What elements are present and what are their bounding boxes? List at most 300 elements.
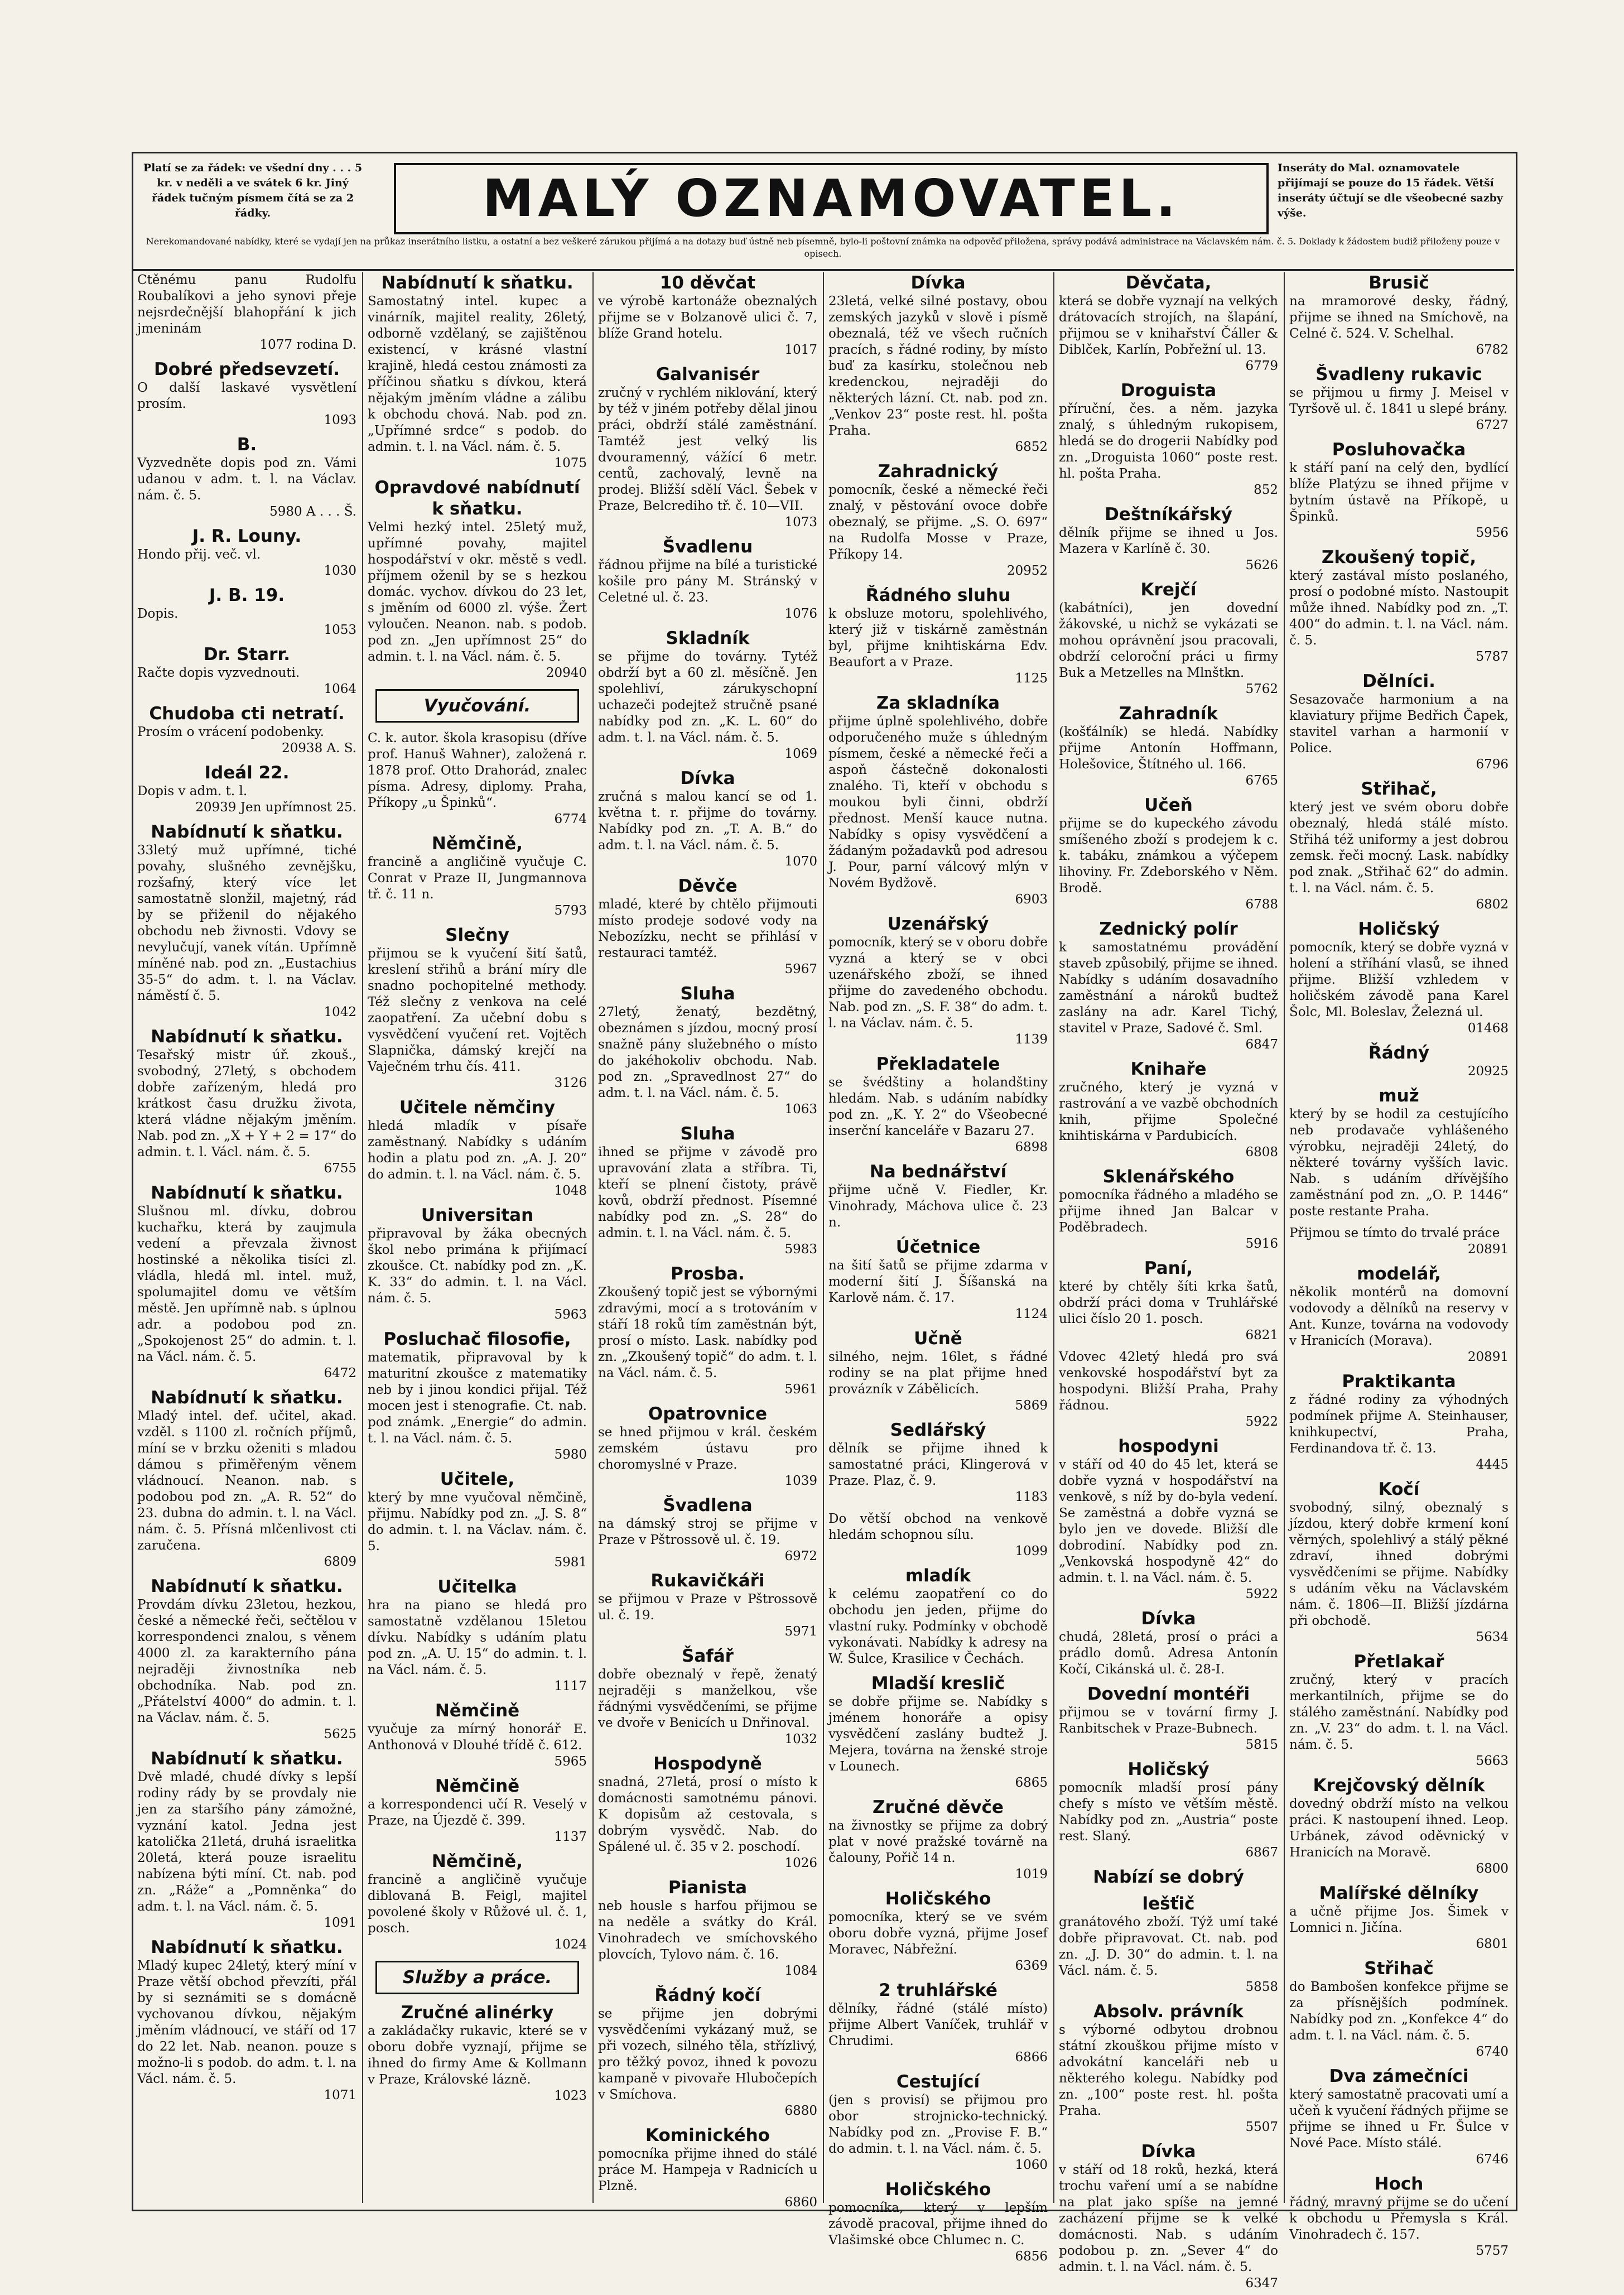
ad-reference-number: 5963 (554, 1307, 587, 1322)
ad-title: Za skladníka (876, 693, 1000, 713)
ad-body: s výborné odbytou drobnou státní zkouškou přijme místo v advokátní kanceláři neb u některého kolegu. Nabídky pod zn. „100“ poste rest. hl. pošta Praha. (1059, 2023, 1278, 2118)
ad-reference-number: 6860 (784, 2195, 817, 2210)
classified-ad (137, 703, 356, 757)
ad-body: (košťálník) se hledá. Nabídky přijme Antonín Hoffmann, Holešovice, Štítného ul. 166. (1059, 725, 1278, 772)
classified-ad (828, 913, 1048, 1048)
column-rule (592, 272, 594, 2203)
ad-body: Dopis v adm. t. l. (137, 784, 248, 798)
section-heading (375, 1961, 579, 1994)
ad-title: Zručné alinérky (401, 2003, 554, 2023)
ad-reference-number: 6369 (1015, 1959, 1048, 1973)
classified-ad (1059, 795, 1278, 913)
classified-ad (1289, 1958, 1509, 2060)
ad-body: francině a angličině vyučuje C. Conrat v Praze II, Jungmannova tř. č. 11 n. (368, 855, 587, 902)
ad-title: Přetlakař (1353, 1652, 1444, 1672)
ad-reference-number: 5980 A . . . Š. (269, 504, 356, 519)
ad-body: z řádné rodiny za výhodných podmínek přijme A. Steinhauser, knihkupectví, Praha, Ferdinandova tř. č. 13. (1289, 1393, 1509, 1456)
ad-reference-number: 6788 (1245, 897, 1278, 912)
classified-ad (1289, 671, 1509, 773)
ad-reference-number: 3126 (554, 1076, 587, 1090)
ad-body: na šití šatů se přijme zdarma v moderní šití J. Šíšanská na Karlově nám. č. 17. (828, 1258, 1048, 1305)
classified-ad (598, 983, 817, 1118)
ad-reference-number: 6347 (1245, 2276, 1278, 2291)
ad-body: přijmou se v tovární firmy J. Ranbitschek v Praze-Bubnech. (1059, 1705, 1278, 1736)
ad-title: Universitan (421, 1205, 534, 1225)
ad-title: Prosba. (671, 1264, 745, 1284)
ad-reference-number: 5916 (1245, 1236, 1278, 1251)
classified-ad (368, 1205, 587, 1323)
ad-body: Račte dopis vyzvednouti. (137, 666, 300, 680)
ad-reference-number: 852 (1254, 483, 1278, 497)
ad-body: která se dobře vyznají na velkých drátovacích strojích, na šlapání, přijmou se v knihařství Čáller & Diblček, Karlín, Pobřežní ul. 13. (1059, 294, 1278, 357)
ad-reference-number: 6808 (1245, 1145, 1278, 1159)
classified-ad (1289, 1651, 1509, 1769)
ad-reference-number: 1093 (324, 413, 356, 427)
ad-body: na dámský stroj se přijme v Praze v Pštrossově ul. č. 19. (598, 1517, 817, 1547)
classified-ad (598, 1495, 817, 1565)
ad-body: dělník přijme se ihned u Jos. Mazera v Karlíně č. 30. (1059, 526, 1278, 556)
ad-body: a učně přijme Jos. Šimek v Lomnici n. Jičína. (1289, 1904, 1509, 1935)
classified-ad (828, 1511, 1048, 1560)
ad-reference-number: 6880 (784, 2104, 817, 2118)
ad-body: (kabátníci), jen dovední žákovské, u nichž se vykázati se mohou oprávnění jsou pracovali, obdrží celoroční práci u firmy Buk a Metzelles na Mlnštkn. (1059, 601, 1278, 680)
ad-body: Hondo přij. več. vl. (137, 547, 261, 562)
ad-title: Kočí (1378, 1479, 1420, 1499)
ad-title: mladík (905, 1566, 971, 1586)
ad-title: Střihač, (1361, 779, 1437, 799)
classified-ad (137, 1182, 356, 1382)
ad-body: připravoval by žáka obecných škol nebo primána k přijímací zkoušce. Ct. nabídky pod zn. „K. K. 33“ do admin. t. l. na Václ. nám. č. 5. (368, 1226, 587, 1306)
ad-reference-number: 1070 (784, 854, 817, 869)
ad-body: C. k. autor. škola krasopisu (dříve prof. Hanuš Wahner), založená r. 1878 prof. Otto Drahorád, znalec písma. Adresy, diplomy. Praha, Příkopy „u Špinků“. (368, 731, 587, 810)
classified-ad (137, 526, 356, 579)
ad-title: Mladší kreslič (871, 1673, 1005, 1693)
ad-reference-number: 6867 (1245, 1845, 1278, 1860)
ad-reference-number: 6727 (1476, 418, 1509, 432)
column-rule (362, 272, 363, 2203)
ad-body: do Bambošen konfekce přijme se za přísnějších podmínek. Nabídky pod zn. „Konfekce 4“ do adm. t. l. na Václ. nám. č. 5. (1289, 1980, 1509, 2043)
ad-title: Nabídnutí k sňatku. (151, 1388, 343, 1408)
ad-reference-number: 5965 (554, 1754, 587, 1769)
ad-title: Holičský (1358, 919, 1440, 939)
ad-title: Zednický polír (1099, 919, 1238, 939)
classified-ad (1289, 1371, 1509, 1473)
ad-reference-number: 6865 (1015, 1776, 1048, 1790)
insertion-notice: Inseráty do Mal. oznamovatele přijímají se pouze do 15 řádek. Větší inseráty účtují se dle všeobecné sazby výše. (1278, 162, 1503, 219)
ad-body: Velmi hezký intel. 25letý muž, upřímné povahy, majitel hospodářství v okr. městě s vedl. příjmem oženil by se s hezkou domác. vychov. dívkou do 23 let, s jměním od 6000 zl. výše. Žert vyloučen. Neanon. nab. s podob. pod zn. „Jen upřímnost 25“ do admin. t. l. na Václ. nám. č. 5. (368, 520, 587, 664)
classified-ad (828, 461, 1048, 579)
ad-title: Zahradnický (878, 461, 999, 482)
ad-title: Nabídnutí k sňatku. (151, 1749, 343, 1769)
ad-title: 2 truhlářské (879, 1980, 997, 2000)
ad-body: řádný, mravný přijme se do učení k obchodu u Přemysla s Král. Vinohradech č. 157. (1289, 2195, 1509, 2242)
ad-reference-number: 1137 (554, 1830, 587, 1844)
ad-title: Sluha (680, 984, 735, 1004)
ad-reference-number: 5922 (1245, 1414, 1278, 1429)
classified-ad (1289, 1775, 1509, 1877)
ad-body: mladé, které by chtělo přijmouti místo prodeje sodové vody na Nebozízku, necht se přihlásí v restauraci tamtéž. (598, 897, 817, 960)
ad-title: Paní, (1144, 1258, 1193, 1278)
classified-ad (598, 1753, 817, 1871)
ad-body: 27letý, ženatý, bezdětný, obeznámen s jízdou, mocný prosí snažně pány služebného o místo do jakéhokoliv obchodu. Nab. pod zn. „Spravedlnost 27“ do adm. t. l. na Václ. nám. č. 5. (598, 1005, 817, 1100)
classified-ad (828, 2179, 1048, 2265)
ad-reference-number: 6852 (1015, 440, 1048, 454)
ad-body: svobodný, silný, obeznalý s jízdou, který dobře krmení koní věrných, spolehlivý a stálý pěkné zdraví, ihned dobrými vysvědčeními se přijme. Nabídky s udáním věku na Václavském nám. č. 1806—II. Bližší jízdárna při obchodě. (1289, 1500, 1509, 1628)
classified-ad (368, 1851, 587, 1953)
classified-ad (598, 272, 817, 358)
ad-reference-number: 6802 (1476, 897, 1509, 912)
ad-body: Slušnou ml. dívku, dobrou kuchařku, která by zaujmula vedení a převzala živnost hostinské a několika tisíci zl. vládla, hledá ml. intel. muž, spolumajitel domu ve větším městě. Jen upřímně nab. s úplnou adr. a podobou pod zn. „Spokojenost 25“ do admin. t. l. na Václ. nám. č. 5. (137, 1204, 356, 1364)
classified-ad (368, 1700, 587, 1770)
ad-title: Účetnice (895, 1237, 981, 1257)
ad-body: se přijme do továrny. Tytéž obdrží byt a 60 zl. měsíčně. Jen spolehliví, zárukyschopní uchazeči podejtež stručně psané nabídky pod zn. „K. L. 60“ do adm. t. l. na Václ. nám. č. 5. (598, 649, 817, 745)
ad-reference-number: 6866 (1015, 2050, 1048, 2065)
classified-ad (137, 585, 356, 638)
ad-body: hra na piano se hledá pro samostatně vzdělanou 15letou dívku. Nabídky s udáním platu pod zn. „A. U. 15“ do admin. t. l. na Václ. nám. č. 5. (368, 1598, 587, 1677)
ad-reference-number: 1048 (554, 1183, 587, 1198)
ad-title: Skladník (666, 628, 750, 648)
ad-title: J. R. Louny. (192, 526, 302, 546)
ad-reference-number: 5757 (1476, 2244, 1509, 2258)
classified-ad (1059, 1436, 1278, 1603)
ad-body: pomocníka řádného a mladého se přijme ihned Jan Balcar v Poděbradech. (1059, 1188, 1278, 1235)
ad-title: Němčině (435, 1701, 520, 1721)
classified-ad (1059, 504, 1278, 574)
ad-body: Dvě mladé, chudé dívky s lepší rodiny rády by se provdaly nie jen za staršího pány zámožné, vyznání katol. Jedna jest katolička 21letá, druhá israelitka 20letá, která pouze israelitu nabízena býti míní. Ct. nab. pod zn. „Ráže“ a „Pomněnka“ do adm. t. l. na Václ. nám. č. 5. (137, 1770, 356, 1914)
classified-ad (1059, 1059, 1278, 1161)
ad-body: dělníky, řádné (stálé místo) přijme Albert Vaníček, truhlář v Chrudimi. (828, 2001, 1048, 2048)
ad-reference-number: 1019 (1015, 1867, 1048, 1882)
ad-title: Cestující (896, 2072, 980, 2092)
ad-title: Dívka (1141, 2142, 1196, 2162)
ad-column-1 (134, 272, 360, 2209)
ad-reference-number: 6782 (1476, 343, 1509, 357)
ad-column-5 (1056, 272, 1281, 2291)
ad-title: Rukavičkáři (650, 1571, 765, 1591)
classified-ad (1289, 2066, 1509, 2168)
classified-ad (1059, 1166, 1278, 1252)
classified-ad (368, 1776, 587, 1845)
administration-note: Nerekomandované nabídky, které se vydají jen na průkaz inserátního listku, a ostatní a bez veškeré zárukou přijímá a na dotazy buď ústně neb písemně, bylo-li poštovní známka na odpověď přiložena, správy podává administrace na Václavském nám. č. 5. Doklady k žádostem budiž přiloženy pouze v opisech. (146, 236, 1500, 259)
classified-ad (368, 925, 587, 1091)
pricing-notice: Platí se za řádek: ve všední dny . . . 5 kr. v neděli a ve svátek 6 kr. Jiný řádek tučným písmem čítá se za 2 řádky. (143, 162, 363, 219)
classified-ad (1289, 1042, 1509, 1080)
ad-body: se hned přijmou v král. českém zemském ústavu pro choromyslné v Praze. (598, 1425, 817, 1472)
ad-title: Učitele, (440, 1469, 515, 1489)
ad-body: zručná s malou kancí se od 1. května t. r. přijme do továrny. Nabídky pod zn. „T. A. B.“ do adm. t. l. na Václ. nám. č. 5. (598, 790, 817, 853)
ad-title: Překladatele (876, 1054, 1000, 1074)
ad-reference-number: 6972 (784, 1549, 817, 1563)
ad-reference-number: 6809 (324, 1555, 356, 1569)
ad-body: se přijmou u firmy J. Meisel v Tyršově ul. č. 1841 u slepé brány. (1289, 386, 1509, 416)
ad-body: pomocník, české a německé řeči znalý, v pěstování ovoce dobře obeznalý, se přijme. „S. O. 697“ na Rudolfa Mosse v Praze, Příkopy 14. (828, 483, 1048, 562)
ad-body: přijme úplně spolehlivého, dobře odporučeného muže s úhledným písmem, české a německé řeči a aspoň částečně dokonalosti znalého. Ti, kteří v obchodu s moukou byli činni, obdrží přednost. Menší kauce nutna. Nabídky s opisy vysvědčení a žádaným požadavků pod adresou J. Pour, parní válcový mlýn v Novém Bydžově. (828, 714, 1048, 891)
classified-ad (1289, 778, 1509, 913)
ad-body: v stáří od 18 roků, hezká, která trochu vaření umí a se nabídne na plat jako spíše na jemné zacházení přijme se k velké domácnosti. Nab. s udáním podobou p. zn. „Sever 4“ do admin. t. l. na Václ. nám. č. 5. (1059, 2163, 1278, 2274)
classified-ad (137, 272, 356, 353)
ad-body: pomocník, který se dobře vyzná v holení a stříhání vlasů, se ihned přijme. Bližší vzhledem v holičském závodě pana Karel Šolc, Ml. Boleslav, Železná ul. (1289, 940, 1509, 1019)
classified-ad (598, 1123, 817, 1258)
classified-ad (598, 875, 817, 978)
ad-body: pomocníka, který v lepším závodě pracoval, přijme ihned do Vlašimské obce Chlumec n. C. (828, 2201, 1048, 2248)
ad-reference-number: 6746 (1476, 2152, 1509, 2167)
page-title: MALÝ OZNAMOVATEL. (394, 163, 1269, 234)
ad-body: vyučuje za mírný honorář E. Anthonová v Dlouhé třídě č. 612. (368, 1722, 587, 1753)
classified-ad (1059, 1893, 1278, 1995)
ad-title: Děvče (678, 876, 738, 896)
ad-reference-number: 5971 (784, 1624, 817, 1639)
ad-reference-number: 5626 (1245, 558, 1278, 572)
classified-ad (1289, 918, 1509, 1037)
classified-ad (137, 359, 356, 429)
classified-ad (828, 585, 1048, 687)
ad-body: příruční, čes. a něm. jazyka znalý, s úhledným rukopisem, hledá se do drogerii Nabídky pod zn. „Droguista 1060“ poste rest. hl. pošta Praha. (1059, 402, 1278, 481)
ad-reference-number: 1073 (784, 515, 817, 530)
ad-reference-number: 6903 (1015, 892, 1048, 907)
ad-title: Dovední montéři (1087, 1684, 1250, 1704)
ad-title: J. B. 19. (209, 585, 285, 605)
ad-reference-number: 6740 (1476, 2044, 1509, 2059)
ad-title: Němčině (435, 1776, 520, 1796)
ad-title: Praktikanta (1342, 1372, 1456, 1392)
classified-ad (137, 1387, 356, 1570)
ad-reference-number: 5956 (1476, 526, 1509, 540)
ad-title: Hospodyně (653, 1754, 762, 1774)
classified-ad (598, 536, 817, 622)
ad-title: Zkoušený topič, (1321, 547, 1477, 567)
ad-title: Švadlenu (662, 537, 753, 557)
ad-title: Šafář (682, 1646, 734, 1666)
ad-column-2 (364, 272, 590, 2209)
ad-body: Mladý kupec 24letý, který míní v Praze větší obchod převzíti, přál by si seznámiti se s domácně vychovanou dívkou, nějakým jměním vládnoucí, ve stáří od 17 do 22 let. Nab. neanon. pouze s možno-li s podob. do adm. t. l. na Václ. nám. č. 5. (137, 1959, 356, 2086)
ad-body: hledá mladík v písaře zaměstnaný. Nabídky s udáním hodin a platu pod zn. „A. J. 20“ do admin. t. l. na Václ. nám. č. 5. (368, 1119, 587, 1182)
ad-title: Řádný kočí (654, 1985, 761, 2005)
ad-reference-number: 1091 (324, 1916, 356, 1930)
classified-ad (368, 477, 587, 681)
ad-reference-number: 5787 (1476, 649, 1509, 664)
ad-column-3 (595, 272, 821, 2209)
classified-ad (1059, 918, 1278, 1053)
ad-body: silného, nejm. 16let, s řádné rodiny se na plat přijme hned provázník v Zábělicích. (828, 1350, 1048, 1397)
ad-title: Děvčata, (1125, 273, 1212, 293)
ad-reference-number: 1183 (1015, 1490, 1048, 1504)
ad-body: Přijmou se tímto do trvalé práce (1289, 1226, 1500, 1240)
classified-ad (1289, 1479, 1509, 1646)
ad-title: Nabídnutí k sňatku. (151, 1183, 343, 1203)
classified-ad (598, 2125, 817, 2211)
ad-title: Řádný (1368, 1043, 1430, 1063)
ad-title: modelář, (1357, 1264, 1441, 1284)
classified-ad (1289, 1225, 1509, 1258)
ad-reference-number: 6898 (1015, 1140, 1048, 1154)
ad-body: který jest ve svém oboru dobře obeznalý, hledá stálé místo. Střihá též uniformy a jest dobrou zemsk. řeči mocný. Lask. nabídky pod znak. „Střihač 62“ do admin. t. l. na Václ. nám. č. 5. (1289, 800, 1509, 896)
ad-reference-number: 5980 (554, 1447, 587, 1462)
ad-title: Droguista (1120, 381, 1217, 401)
classified-ad (598, 1877, 817, 1979)
ad-title: Zahradník (1119, 704, 1218, 724)
classified-ad (1289, 1085, 1509, 1220)
classified-ad (1289, 272, 1509, 358)
ad-column-4 (825, 272, 1051, 2264)
ad-title: Sedlářský (890, 1420, 986, 1440)
ad-body: (jen s provisí) se přijmou pro obor strojnicko-technický. Nabídky pod zn. „Provise F. B.“ do admin. t. l. na Václ. nám. č. 5. (828, 2093, 1048, 2156)
ad-body: Samostatný intel. kupec a vinárník, majitel reality, 26letý, odborně vzdělaný, se zajištěnou existencí, v krásné vlastní krajině, hledá cestou známosti za příčinou sňatku s dívkou, která nějakým jměním vládne a zálibu k obchodu chová. Nab. pod zn. „Upřímné srdce“ s podob. do admin. t. l. na Václ. nám. č. 5. (368, 294, 587, 454)
ad-body: francině a angličině vyučuje diblovaná B. Feigl, majitel povolené školy v Růžové ul. č. 1, posch. (368, 1873, 587, 1936)
ad-body: Do větší obchod na venkově hledám schopnou sílu. (828, 1512, 1048, 1542)
ad-title: Sluha (680, 1124, 735, 1144)
ad-body: který samostatně pracovati umí a učeň k vyučení řádných přijme se přijme se ihned u Fr. Šulce v Nové Pace. Místo stálé. (1289, 2087, 1509, 2150)
classified-ad (828, 1161, 1048, 1231)
classified-ad (368, 2002, 587, 2104)
ad-body: který zastával místo poslaného, prosí o podobné místo. Nastoupit může ihned. Nabídky pod zn. „T. 400“ do admin. t. l. na Václ. nám. č. 5. (1289, 569, 1509, 648)
ad-column-6 (1286, 272, 1512, 2258)
ad-reference-number: 1064 (324, 682, 356, 696)
classified-ad (368, 730, 587, 827)
ad-body: se švédštiny a holandštiny hledám. Nab. s udáním nabídky pod zn. „K. Y. 2“ do Všeobecné inserční kanceláře v Bazaru 27. (828, 1075, 1048, 1138)
ad-title: Švadlena (663, 1495, 753, 1515)
ad-title: Nabízí se dobrý (1093, 1867, 1244, 1887)
ad-reference-number: 1024 (554, 1937, 587, 1952)
ad-title: Dobré předsevzetí. (154, 359, 340, 379)
ad-title: Ideál 22. (204, 763, 290, 783)
ad-body: matematik, připravoval by k maturitní zkoušce z matematiky neb by i jinou kondici přijal. Též mocen jest i stenografie. Ct. nab. pod známk. „Energie“ do admin. t. l. na Václ. nám. č. 5. (368, 1350, 587, 1446)
ad-body: na živnostky se přijme za dobrý plat v nové pražské továrně na čalouny, Pořič 14 n. (828, 1818, 1048, 1865)
ad-reference-number: 1099 (1015, 1544, 1048, 1558)
ad-title: Holičského (885, 1889, 991, 1909)
classified-ad (137, 1937, 356, 2104)
ad-title: Dívka (1141, 1609, 1196, 1629)
ad-body: zručný v rychlém niklování, který by též v jiném potřeby dělal jinou práci, obdrží stálé zaměstnání. Tamtéž jest velký lis dvouramenný, vážící 6 metr. centů, zachovalý, levně na prodej. Bližší sdělí Václ. Šebek v Praze, Belcrediho tř. č. 10—VII. (598, 386, 817, 513)
ad-title: Dr. Starr. (203, 644, 291, 665)
classified-ad (1059, 2141, 1278, 2292)
ad-body: ihned se přijme v závodě pro upravování zlata a stříbra. Ti, kteří se plnení čistoty, právě kovů, obdrží přednost. Písemné nabídky pod zn. „S. 28“ do admin. t. l. na Václ. nám. č. 5. (598, 1145, 817, 1240)
ad-reference-number: 1017 (784, 343, 817, 357)
ad-title: Učitelka (437, 1577, 517, 1597)
classified-ad (828, 692, 1048, 908)
ad-title: Služby a práce. (402, 1967, 552, 1988)
ad-reference-number: 5922 (1245, 1587, 1278, 1601)
classified-ad (1059, 703, 1278, 789)
ad-body: Vdovec 42letý hledá pro svá venkovské hospodářství byt za hospodyni. Bližší Praha, Prahy řádnou. (1059, 1350, 1278, 1413)
ad-title: Střihač (1364, 1959, 1434, 1979)
ad-title: Holičského (885, 2179, 991, 2200)
ad-title: Učitele němčiny (399, 1098, 556, 1118)
classified-ad (598, 1985, 817, 2119)
ad-body: snadná, 27letá, prosí o místo k domácnosti samotnému pánovi. K dopisům až cestovala, s dobrým vysvědč. Nab. do Spálené ul. č. 35 v 2. poschodí. (598, 1775, 817, 1854)
classified-ad (828, 1797, 1048, 1883)
classified-ad (1289, 1883, 1509, 1952)
ad-body: v stáří od 40 do 45 let, která se dobře vyzná v hospodářství na venkově, s níž by do-byla vedení. Se zaměstná a dobře vyzná se bylo jen ve dovede. Bližší dle dobrodiní. Nabídky pod zn. „Venkovská hospodyně 42“ do admin. t. l. na Václ. nám. č. 5. (1059, 1457, 1278, 1585)
ad-reference-number: 20891 (1467, 1242, 1509, 1257)
ad-reference-number: 5869 (1015, 1398, 1048, 1413)
ad-title: Slečny (445, 925, 509, 945)
ad-body: zručný, který v pracích merkantilních, přijme se do stálého zaměstnání. Nabídky pod zn. „V. 23“ do adm. t. l. na Václ. nám. č. 5. (1289, 1673, 1509, 1752)
classified-ad (137, 1748, 356, 1931)
ad-title: Nabídnutí k sňatku. (151, 1937, 343, 1957)
ad-reference-number: 1030 (324, 564, 356, 578)
classified-ad (1059, 1349, 1278, 1430)
ad-title: Němčině, (431, 834, 523, 854)
ad-title: Dívka (910, 273, 966, 293)
ad-title: hospodyni (1118, 1436, 1219, 1456)
ad-reference-number: 1139 (1015, 1032, 1048, 1047)
classified-ad (1059, 380, 1278, 498)
classified-ad (368, 1097, 587, 1199)
ad-reference-number: 6821 (1245, 1328, 1278, 1343)
ad-body: na mramorové desky, řádný, přijme se ihned na Smíchově, na Celné č. 524. V. Schelhal. (1289, 294, 1509, 341)
classified-ad (1059, 1759, 1278, 1861)
classified-ad (137, 1576, 356, 1743)
classified-ad (368, 272, 587, 471)
classified-ad (828, 1328, 1048, 1414)
ad-title: Malířské dělníky (1319, 1883, 1479, 1903)
classified-ad (1289, 439, 1509, 541)
ad-reference-number: 1076 (784, 607, 817, 621)
ad-title: Němčině, (431, 1851, 523, 1871)
ad-title: Uzenářský (887, 914, 989, 934)
ad-reference-number: 4445 (1476, 1457, 1509, 1472)
ad-body: pomocníka přijme ihned do stálé práce M. Hampeja v Radnicích u Plzně. (598, 2147, 817, 2193)
ad-body: Mladý intel. def. učitel, akad. vzděl. s 1100 zl. ročních příjmů, míní se v brzku oženiti s mladou dámou s přiměřeným věnem vládnoucí. Neanon. nab. s podobou pod zn. „A. R. 52“ do 23. dubna do admin. t. l. na Václ. nám. č. 5. Přísná mlčenlivost cti zaručena. (137, 1409, 356, 1553)
ad-body: Ctěnému panu Rudolfu Roubalíkovi a jeho synovi přeje nejsrdečnější blahopřání k jich jmeninám (137, 273, 356, 336)
ad-reference-number: 6472 (324, 1366, 356, 1380)
ad-title: Nabídnutí k sňatku. (381, 273, 574, 293)
ad-body: pomocník mladší prosí pány chefy s místo ve větším městě. Nabídky pod zn. „Austria“ poste rest. Slaný. (1059, 1781, 1278, 1844)
masthead (132, 152, 1514, 271)
ad-title: Učně (914, 1329, 962, 1349)
ad-body: které by chtěly šíti krka šatů, obdrží práci doma v Truhlářské ulici číslo 20 1. posch. (1059, 1279, 1278, 1326)
ad-reference-number: 6856 (1015, 2249, 1048, 2264)
classified-ad (828, 1420, 1048, 1505)
ad-body: k samostatnému provádění staveb způsobilý, přijme se ihned. Nabídky s udáním dosavadního zaměstnání a nároků budtež zaslány na adr. Karel Tichý, stavitel v Praze, Sadové č. Sml. (1059, 940, 1278, 1036)
ad-reference-number: 1060 (1015, 2158, 1048, 2172)
ad-body: který by mne vyučoval němčině, přijmu. Nabídky pod zn. „J. S. 8“ do admin. t. l. na Václav. nám. č. 5. (368, 1490, 587, 1553)
ad-body: k stáří paní na celý den, bydlící blíže Platýzu se ihned přijme v bytním ústavě na Příkopě, u Špinků. (1289, 461, 1509, 524)
ad-reference-number: 20891 (1467, 1350, 1509, 1364)
classified-ad (598, 1403, 817, 1489)
ad-title: Dva zámečníci (1329, 2066, 1469, 2086)
ad-reference-number: 20952 (1006, 564, 1048, 578)
ad-title: Učeň (1144, 795, 1193, 815)
ad-reference-number: 5625 (324, 1727, 356, 1741)
ad-reference-number: 1075 (554, 456, 587, 470)
ad-reference-number: 1084 (784, 1964, 817, 1978)
ad-body: několik montérů na domovní vodovody a dělníků na reservy v Ant. Kunze, továrna na vodovody v Hranicích (Morava). (1289, 1285, 1509, 1348)
ad-title: Deštníkářský (1105, 504, 1232, 525)
ad-body: 33letý muž upřímné, tiché povahy, slušného zevnějšku, rozšafný, který více let samostatně slonžil, majetný, rád by se přiženil do nějakého obchodu neb živnosti. Vdovy se nevylučují, vanek vítán. Upřímně míněné nab. pod zn. „Eustachius 35-5“ do adm. t. l. na Václav. náměstí č. 5. (137, 843, 356, 1003)
ad-reference-number: 20939 Jen upřímnost 25. (195, 800, 356, 815)
ad-title: B. (237, 435, 257, 455)
ad-reference-number: 1026 (784, 1856, 817, 1870)
ad-reference-number: 1042 (324, 1005, 356, 1019)
ad-reference-number: 6801 (1476, 1937, 1509, 1951)
classified-ad (598, 1646, 817, 1748)
classified-ad (828, 1053, 1048, 1156)
ad-body: přijme se do kupeckého závodu smíšeného zboží s prodejem k c. k. tabáku, známkou a výčepem lihoviny. Fr. Zdeborského v Něm. Brodě. (1059, 816, 1278, 896)
ad-title: Chudoba cti netratí. (149, 704, 345, 724)
ad-body: Vyzvedněte dopis pod zn. Vámi udanou v adm. t. l. na Václav. nám. č. 5. (137, 456, 356, 503)
ad-title: Vyučování. (423, 696, 531, 716)
classified-ad (1289, 547, 1509, 665)
ad-body: Prosím o vrácení podobenky. (137, 725, 324, 739)
ad-body: dovedný obdrží místo na velkou práci. K nastoupení ihned. Leop. Urbánek, závod oděvnický v Hranicích na Moravě. (1289, 1797, 1509, 1860)
classified-ad (1059, 1608, 1278, 1678)
ad-title: muž (1379, 1086, 1419, 1106)
ad-title: Posluhovačka (1332, 440, 1466, 460)
classified-ad (1059, 272, 1278, 374)
ad-reference-number: 1071 (324, 2088, 356, 2102)
ad-body: dělník se přijme ihned k samostatné práci, Klingerová v Praze. Plaz, č. 9. (828, 1441, 1048, 1488)
